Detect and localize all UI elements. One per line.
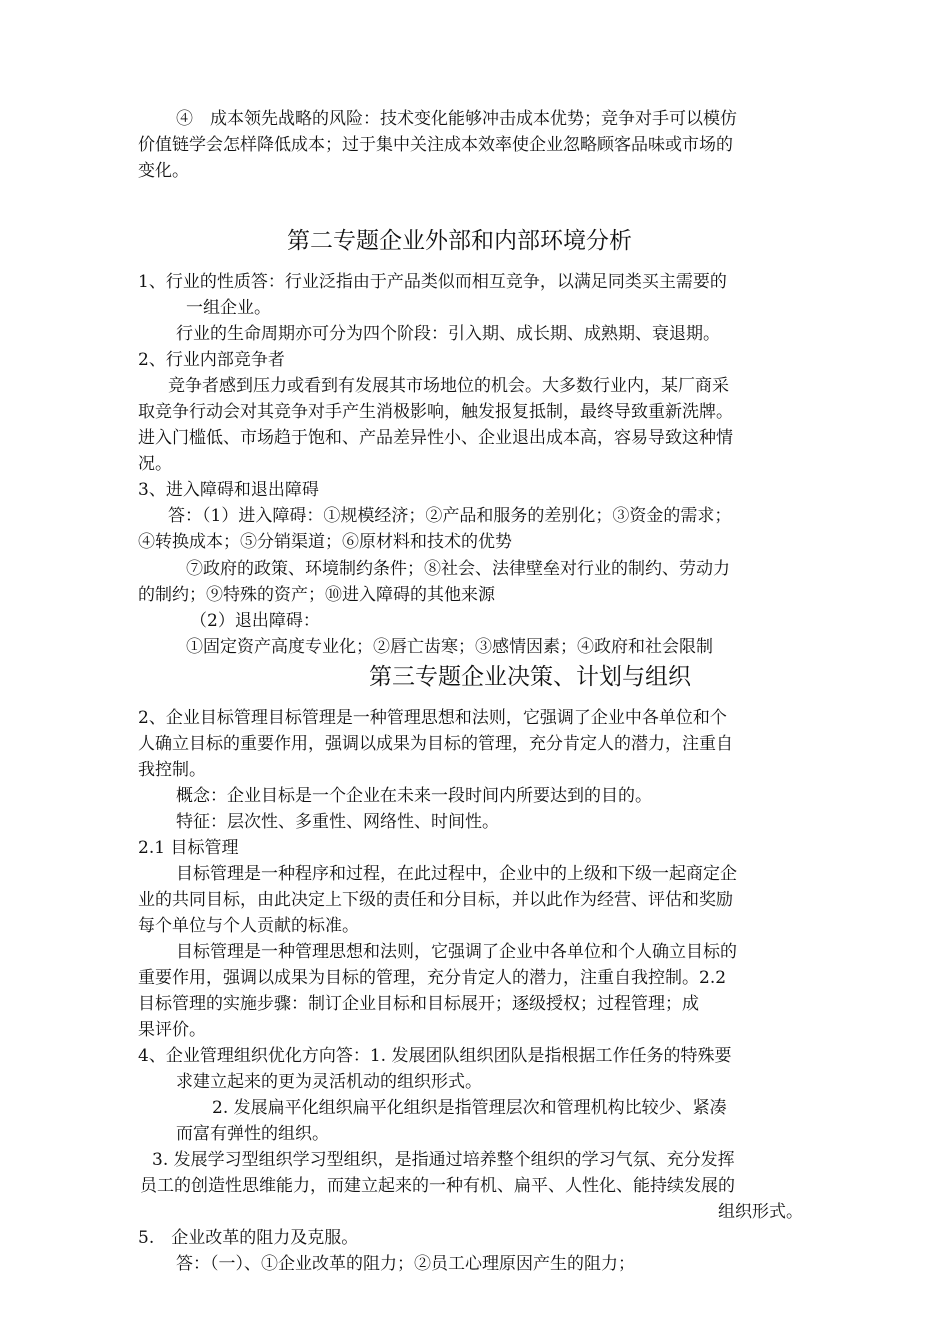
paragraph-line: ⑦政府的政策、环境制约条件；⑧社会、法律壁垒对行业的制约、劳动力 — [186, 559, 730, 579]
paragraph-line: 求建立起来的更为灵活机动的组织形式。 — [176, 1072, 482, 1092]
section-heading: 第三专题企业决策、计划与组织 — [369, 664, 691, 690]
paragraph-line: 进入门槛低、市场趋于饱和、产品差异性小、企业退出成本高，容易导致这种情 — [138, 428, 733, 448]
paragraph-line: 3、进入障碍和退出障碍 — [138, 480, 319, 500]
paragraph-line: 变化。 — [138, 161, 189, 181]
paragraph-line: 目标管理是一种程序和过程，在此过程中，企业中的上级和下级一起商定企 — [176, 864, 737, 884]
paragraph-line: 员工的创造性思维能力，而建立起来的一种有机、扁平、人性化、能持续发展的 — [140, 1176, 735, 1196]
paragraph-line: 价值链学会怎样降低成本；过于集中关注成本效率使企业忽略顾客品味或市场的 — [138, 135, 733, 155]
paragraph-line: 果评价。 — [138, 1020, 206, 1040]
paragraph-line: 答：（1）进入障碍：①规模经济；②产品和服务的差别化；③资金的需求； — [168, 506, 732, 526]
paragraph-line: 2. 发展扁平化组织扁平化组织是指管理层次和管理机构比较少、紧凑 — [212, 1098, 727, 1118]
paragraph-line: 一组企业。 — [186, 298, 271, 318]
paragraph-line: 竞争者感到压力或看到有发展其市场地位的机会。大多数行业内，某厂商采 — [168, 376, 729, 396]
paragraph-line: 答：（一）、①企业改革的阻力；②员工心理原因产生的阻力； — [176, 1254, 635, 1274]
paragraph-line: 而富有弹性的组织。 — [176, 1124, 329, 1144]
paragraph-line: 特征：层次性、多重性、网络性、时间性。 — [176, 812, 499, 832]
paragraph-line: ①固定资产高度专业化；②唇亡齿寒；③感情因素；④政府和社会限制 — [186, 637, 713, 657]
paragraph-line: 概念：企业目标是一个企业在未来一段时间内所要达到的目的。 — [176, 786, 652, 806]
paragraph-line: 1、行业的性质答：行业泛指由于产品类似而相互竞争，以满足同类买主需要的 — [138, 272, 727, 292]
paragraph-line: 人确立目标的重要作用，强调以成果为目标的管理，充分肯定人的潜力，注重自 — [138, 734, 733, 754]
paragraph-line: （2）退出障碍： — [190, 611, 320, 631]
paragraph-line: 2.1 目标管理 — [138, 838, 239, 858]
paragraph-line: 取竞争行动会对其竞争对手产生消极影响，触发报复抵制，最终导致重新洗牌。 — [138, 402, 733, 422]
paragraph-line: 2、行业内部竞争者 — [138, 350, 285, 370]
paragraph-line: ④转换成本；⑤分销渠道；⑥原材料和技术的优势 — [138, 532, 512, 552]
paragraph-line: 业的共同目标，由此决定上下级的责任和分目标，并以此作为经营、评估和奖励 — [138, 890, 733, 910]
paragraph-line: 重要作用，强调以成果为目标的管理，充分肯定人的潜力，注重自我控制。2.2 — [138, 968, 727, 988]
paragraph-line: 行业的生命周期亦可分为四个阶段：引入期、成长期、成熟期、衰退期。 — [176, 324, 720, 344]
paragraph-line: 目标管理的实施步骤：制订企业目标和目标展开；逐级授权；过程管理；成 — [138, 994, 699, 1014]
paragraph-line: 每个单位与个人贡献的标准。 — [138, 916, 359, 936]
paragraph-line: 4、企业管理组织优化方向答：1. 发展团队组织团队是指根据工作任务的特殊要 — [138, 1046, 732, 1066]
paragraph-line: 5. 企业改革的阻力及克服。 — [138, 1228, 359, 1248]
paragraph-line: 的制约；⑨特殊的资产；⑩进入障碍的其他来源 — [138, 585, 495, 605]
paragraph-line: 3. 发展学习型组织学习型组织，是指通过培养整个组织的学习气氛、充分发挥 — [152, 1150, 735, 1170]
paragraph-line: 况。 — [138, 454, 172, 474]
section-heading: 第二专题企业外部和内部环境分析 — [287, 228, 632, 254]
paragraph-line: 目标管理是一种管理思想和法则，它强调了企业中各单位和个人确立目标的 — [176, 942, 737, 962]
paragraph-line: 2、企业目标管理目标管理是一种管理思想和法则，它强调了企业中各单位和个 — [138, 708, 727, 728]
paragraph-line: 组织形式。 — [718, 1202, 803, 1222]
paragraph-line: ④ 成本领先战略的风险：技术变化能够冲击成本优势；竞争对手可以模仿 — [176, 109, 737, 129]
paragraph-line: 我控制。 — [138, 760, 206, 780]
